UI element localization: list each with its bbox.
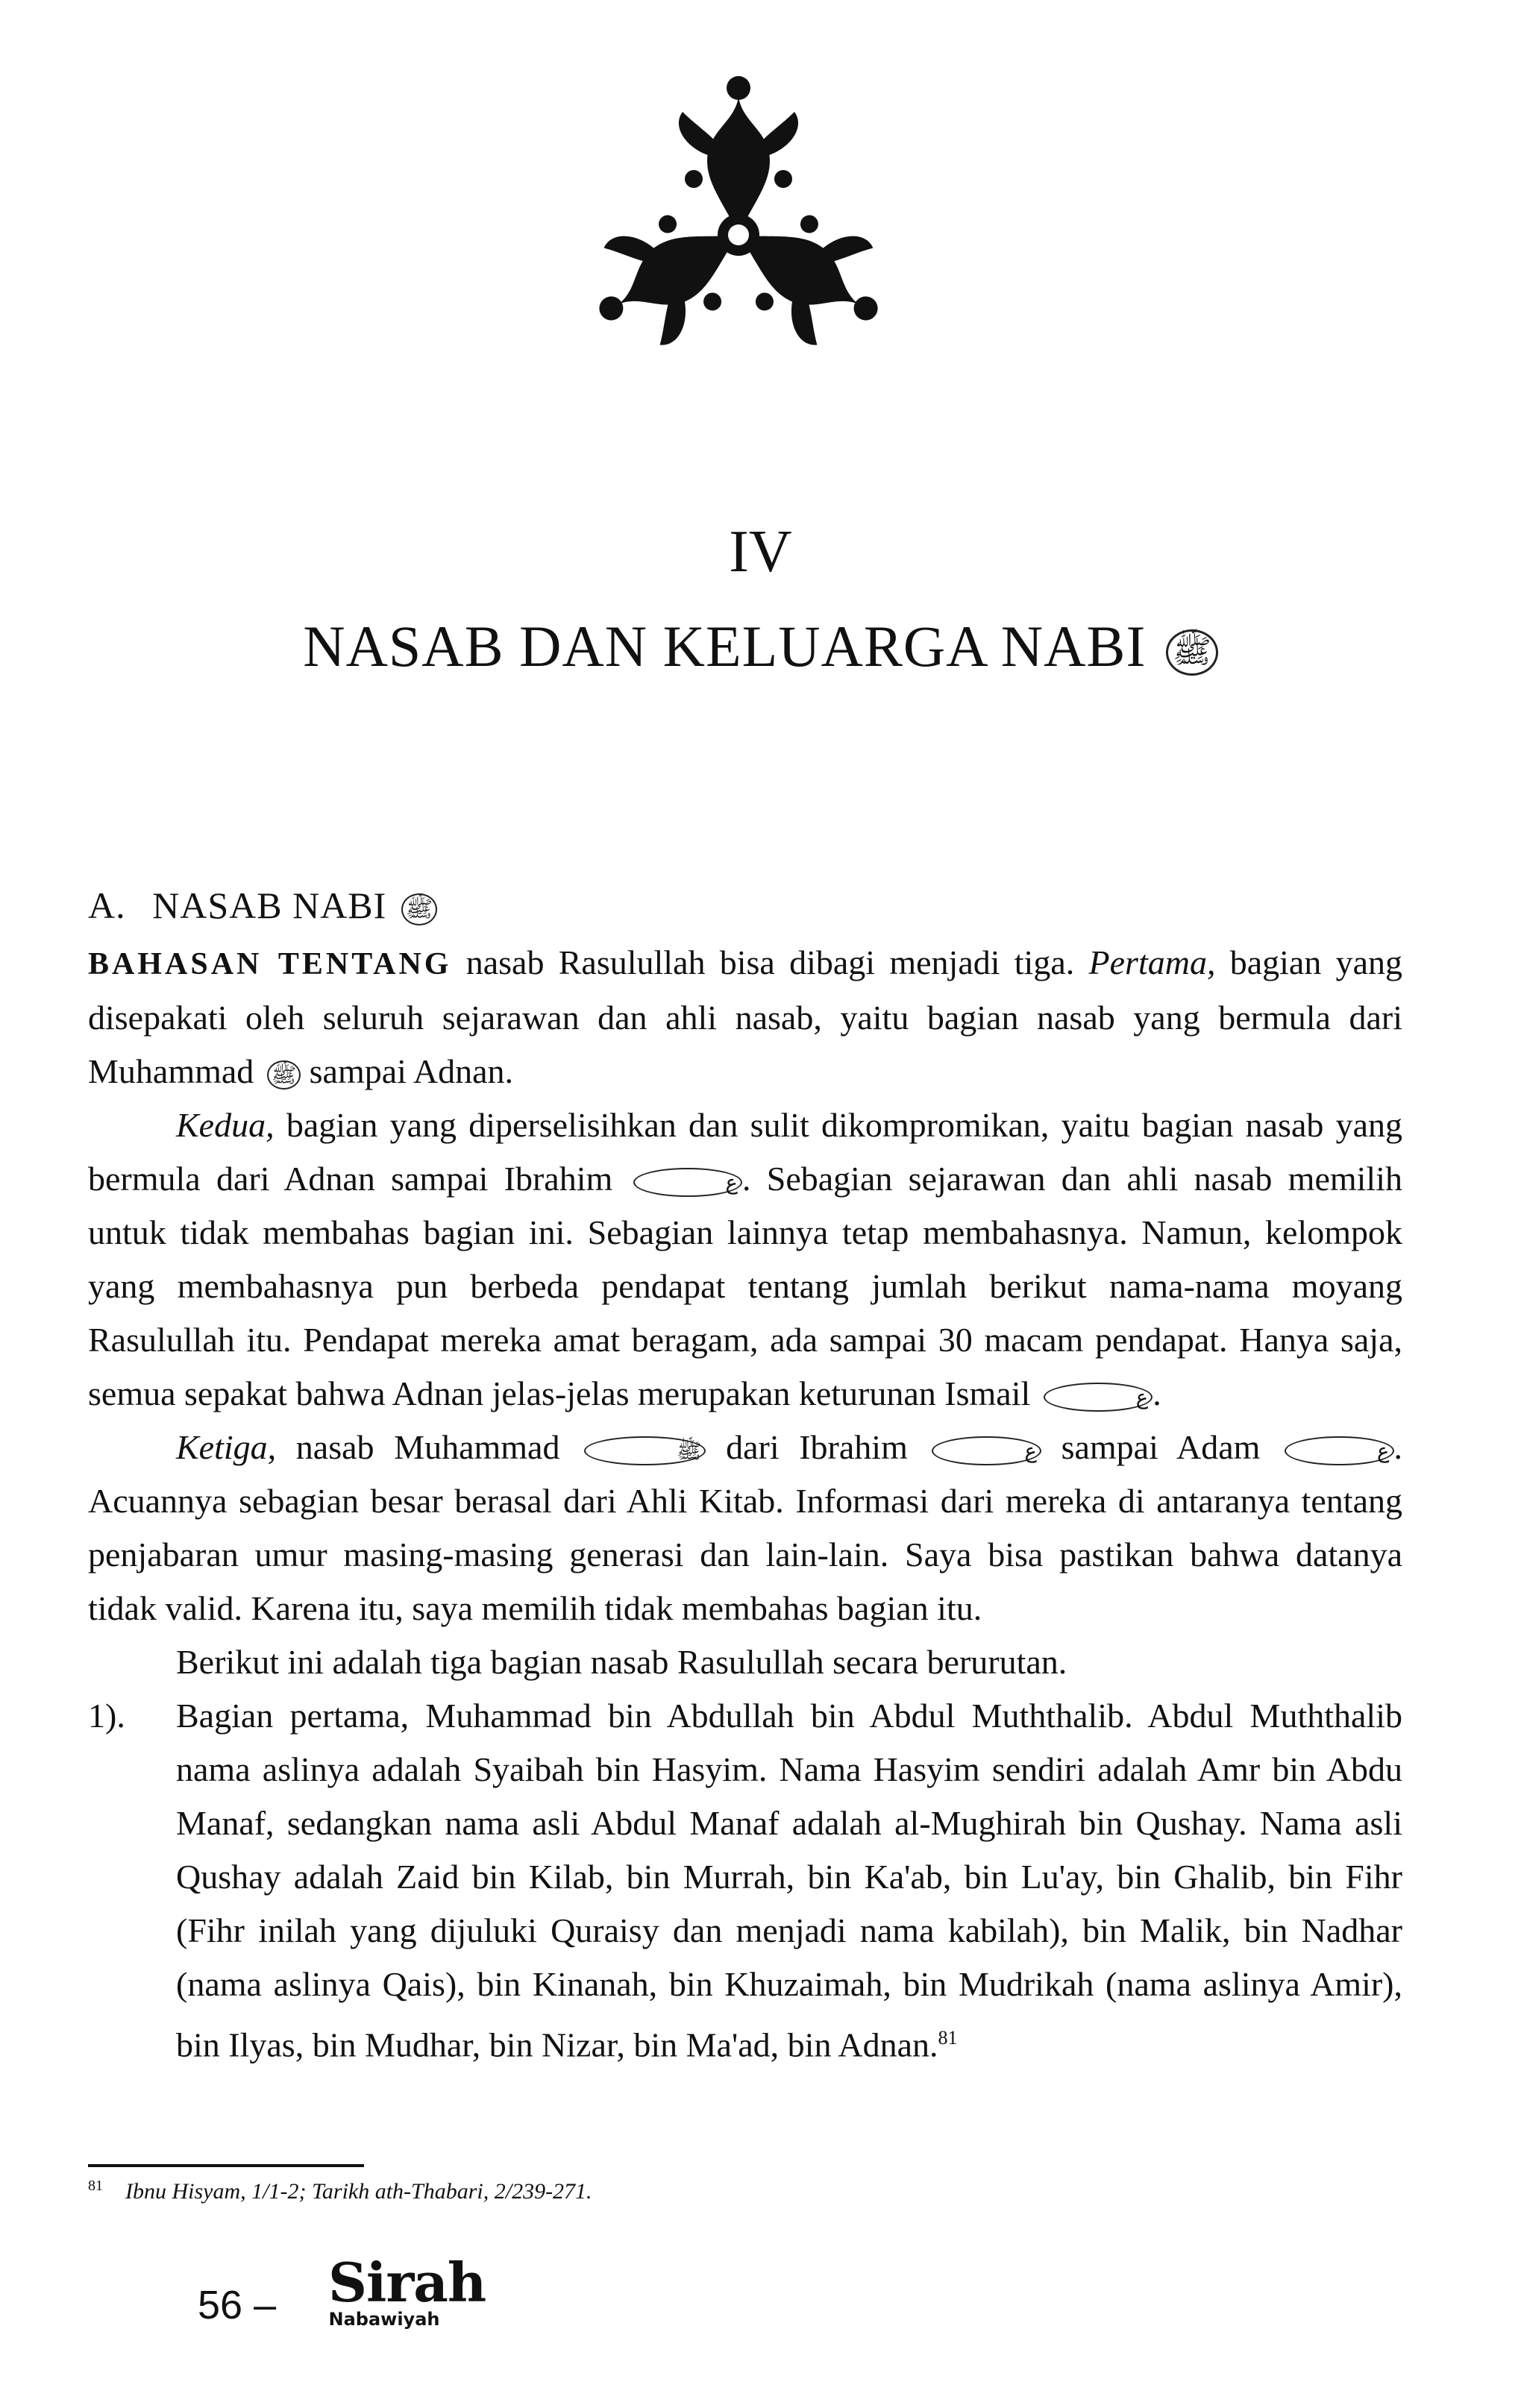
chapter-title <box>0 614 1521 679</box>
chapter-title-text: NASAB DAN KELUARGA NABI <box>303 614 1147 679</box>
paragraph-3 <box>88 1421 1402 1635</box>
book-logo <box>328 2251 486 2330</box>
list-marker: 1). <box>88 1697 125 1735</box>
arabesque-floral-ornament-icon <box>582 67 895 403</box>
footnote-divider <box>88 2164 364 2167</box>
book-logo-main: Sirah <box>328 2251 486 2314</box>
footnote-number: 81 <box>88 2178 103 2194</box>
footnote <box>88 2178 592 2204</box>
paragraph-text: bagian yang diperselisihkan dan sulit dikompromikan, yaitu bagian nasab yang bermula dari Adnan sampai Ibrahim <box>88 1106 1402 1198</box>
list-item <box>88 1689 1402 2072</box>
paragraph-4: Berikut ini adalah tiga bagian nasab Rasulullah secara berurutan. <box>176 1643 1067 1681</box>
paragraph-text: bagian yang disepakati oleh seluruh sejarawan dan ahli nasab, yaitu bagian nasab yang bermula dari Muhammad <box>88 943 1403 1090</box>
as-honorific-icon: ع <box>1044 1383 1152 1412</box>
section-label: A. <box>88 884 126 926</box>
paragraph-2 <box>88 1098 1402 1421</box>
as-honorific-icon: ع <box>932 1436 1041 1466</box>
book-logo-sub: Nabawiyah <box>328 2309 440 2330</box>
saw-honorific-icon: ﷺ <box>1166 629 1218 676</box>
paragraph-text: nasab Muhammad <box>276 1428 580 1466</box>
paragraph-text: dari Ibrahim <box>706 1428 928 1466</box>
page-number: 56 – <box>198 2283 277 2327</box>
paragraph-text: nasab Rasulullah bisa dibagi menjadi tiga. <box>451 943 1089 981</box>
ordinal-italic: Kedua, <box>176 1106 275 1144</box>
paragraph-text: sampai Adnan. <box>301 1052 514 1090</box>
body-text <box>88 936 1402 2072</box>
footnote-text: Ibnu Hisyam, 1/1-2; Tarikh ath-Thabari, 2/239-271. <box>125 2179 592 2204</box>
chapter-number: IV <box>729 519 792 585</box>
paragraph-text: . Sebagian sejarawan dan ahli nasab memilih untuk tidak membahas bagian ini. Sebagian lainnya tetap membahasnya. Namun, kelompok yang membahasnya pun berbeda pendapat tentang jumlah berikut nama-nama moyang Rasulullah itu. Pendapat mereka amat beragam, ada sampai 30 macam pendapat. Hanya saja, semua sepakat bahwa Adnan jelas-jelas merupakan keturunan Ismail <box>88 1160 1402 1412</box>
footnote-ref[interactable]: 81 <box>938 2027 958 2049</box>
ordinal-italic: Pertama, <box>1088 943 1216 981</box>
saw-honorific-icon: ﷺ <box>401 893 437 925</box>
paragraph-1 <box>88 936 1402 1098</box>
as-honorific-icon: ع <box>1285 1436 1393 1466</box>
list-item-text: Bagian pertama, Muhammad bin Abdullah bin Abdul Muththalib. Abdul Muththalib nama aslinya adalah Syaibah bin Hasyim. Nama Hasyim sendiri adalah Amr bin Abdu Manaf, sedangkan nama asli Abdul Manaf adalah al-Mughirah bin Qushay. Nama asli Qushay adalah Zaid bin Kilab, bin Murrah, bin Ka'ab, bin Lu'ay, bin Ghalib, bin Fihr (Fihr inilah yang dijuluki Quraisy dan menjadi nama kabilah), bin Malik, bin Nadhar (nama aslinya Qais), bin Kinanah, bin Khuzaimah, bin Mudrikah (nama aslinya Amir), bin Ilyas, bin Mudhar, bin Nizar, bin Ma'ad, bin Adnan. <box>176 1697 1402 2064</box>
paragraph-text: sampai Adam <box>1041 1428 1281 1466</box>
as-honorific-icon: ع <box>633 1168 742 1198</box>
saw-honorific-icon: ﷺ <box>267 1060 301 1090</box>
section-title: NASAB NABI <box>152 884 387 926</box>
paragraph-text: . Acuannya sebagian besar berasal dari Ahli Kitab. Informasi dari mereka di antaranya tentang penjabaran umur masing-masing generasi dan lain-lain. Saya bisa pastikan bahwa datanya tidak valid. Karena itu, saya memilih tidak membahas bagian itu. <box>88 1428 1402 1627</box>
ordinal-italic: Ketiga, <box>176 1428 277 1466</box>
lead-caps: BAHASAN TENTANG <box>88 947 452 981</box>
saw-honorific-icon: ﷺ <box>584 1436 706 1466</box>
paragraph-text: . <box>1152 1374 1161 1412</box>
section-heading <box>88 884 437 927</box>
